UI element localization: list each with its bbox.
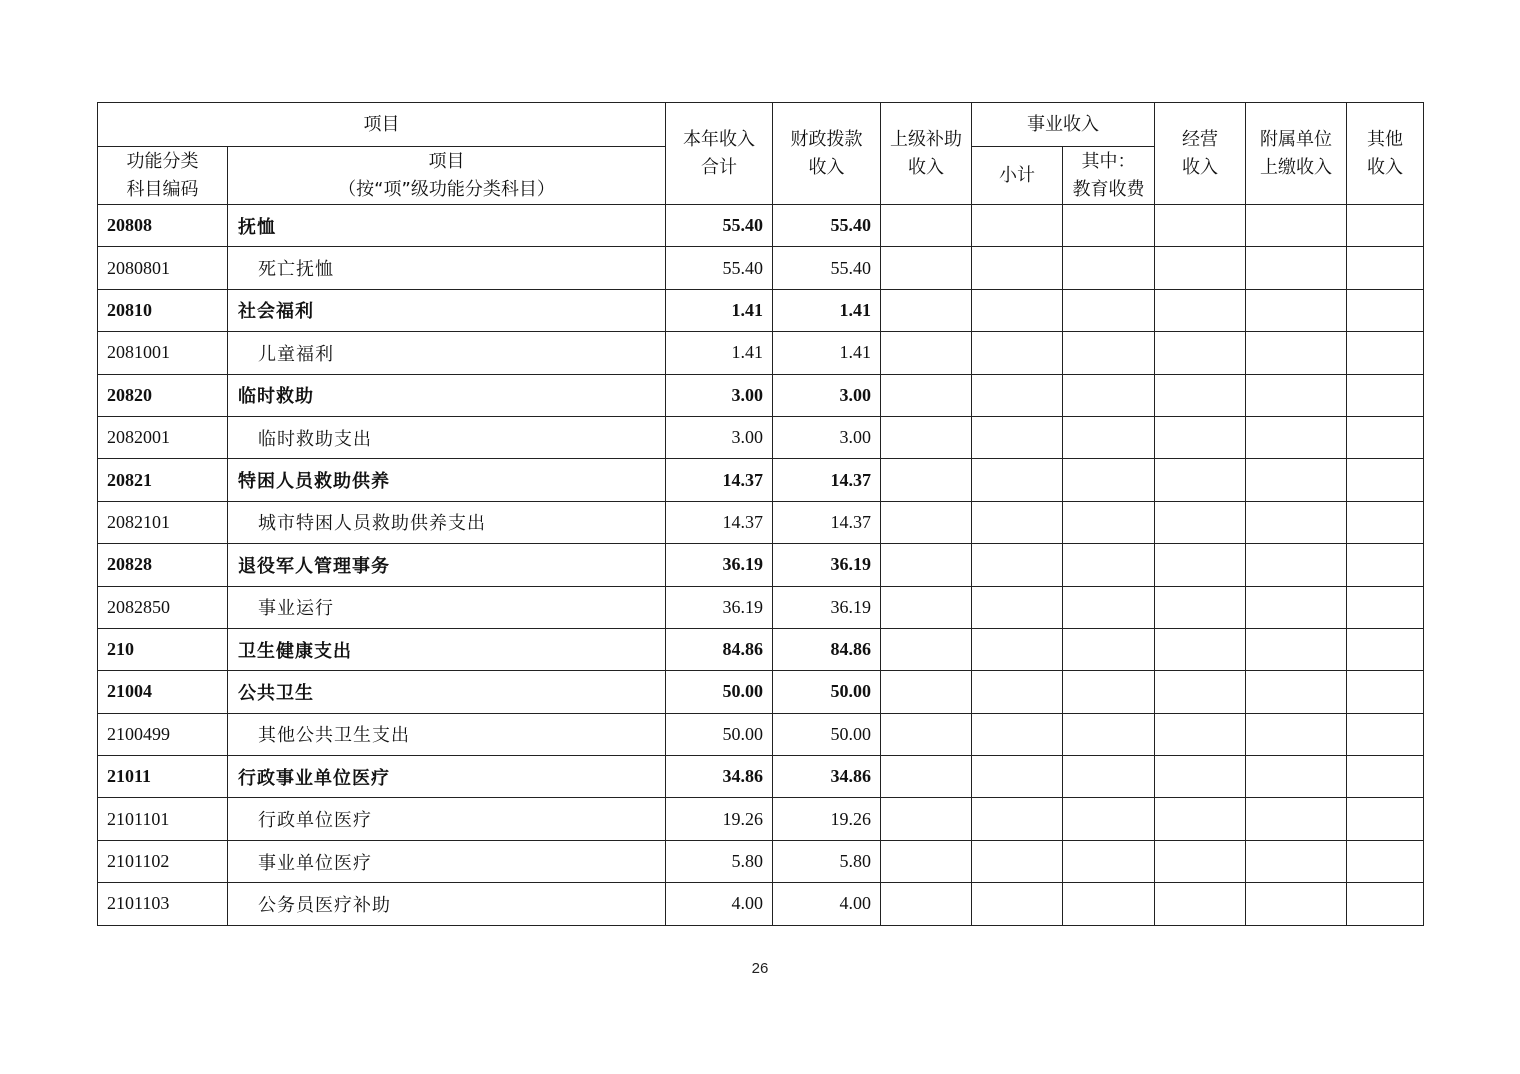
table-row <box>98 671 1424 713</box>
empty-cell <box>1347 628 1424 670</box>
table-row <box>98 416 1424 458</box>
empty-cell <box>1347 332 1424 374</box>
code-cell: 2082850 <box>98 586 228 628</box>
name-cell: 特困人员救助供养 <box>228 459 666 501</box>
name-cell: 卫生健康支出 <box>228 628 666 670</box>
total-cell: 5.80 <box>666 840 773 882</box>
empty-cell <box>1063 586 1155 628</box>
empty-cell <box>1063 374 1155 416</box>
empty-cell <box>881 713 972 755</box>
code-cell: 20821 <box>98 459 228 501</box>
code-cell: 2101102 <box>98 840 228 882</box>
total-cell: 50.00 <box>666 713 773 755</box>
empty-cell <box>881 840 972 882</box>
empty-cell <box>1155 501 1246 543</box>
empty-cell <box>1246 628 1347 670</box>
code-cell: 20810 <box>98 289 228 331</box>
total-cell: 14.37 <box>666 459 773 501</box>
empty-cell <box>972 374 1063 416</box>
empty-cell <box>881 459 972 501</box>
table-row <box>98 840 1424 882</box>
name-cell: 儿童福利 <box>228 332 666 374</box>
empty-cell <box>881 374 972 416</box>
total-cell: 3.00 <box>666 416 773 458</box>
empty-cell <box>1347 205 1424 247</box>
code-cell: 210 <box>98 628 228 670</box>
empty-cell <box>1347 289 1424 331</box>
total-cell: 84.86 <box>666 628 773 670</box>
empty-cell <box>881 544 972 586</box>
fiscal-cell: 19.26 <box>773 798 881 840</box>
total-cell: 34.86 <box>666 756 773 798</box>
total-cell: 4.00 <box>666 883 773 925</box>
fiscal-cell: 84.86 <box>773 628 881 670</box>
name-cell: 事业运行 <box>228 586 666 628</box>
name-cell: 社会福利 <box>228 289 666 331</box>
name-cell: 公务员医疗补助 <box>228 883 666 925</box>
table-row <box>98 501 1424 543</box>
income-table <box>97 102 1424 926</box>
total-cell: 1.41 <box>666 289 773 331</box>
code-cell: 2080801 <box>98 247 228 289</box>
code-cell: 2081001 <box>98 332 228 374</box>
empty-cell <box>1347 586 1424 628</box>
code-cell: 20820 <box>98 374 228 416</box>
subtotal-header: 小计 <box>972 147 1063 205</box>
name-cell: 公共卫生 <box>228 671 666 713</box>
empty-cell <box>881 247 972 289</box>
empty-cell <box>881 586 972 628</box>
total-cell: 14.37 <box>666 501 773 543</box>
empty-cell <box>1347 883 1424 925</box>
total-cell: 36.19 <box>666 586 773 628</box>
empty-cell <box>1246 374 1347 416</box>
name-cell: 临时救助支出 <box>228 416 666 458</box>
empty-cell <box>881 205 972 247</box>
empty-cell <box>1155 628 1246 670</box>
empty-cell <box>881 628 972 670</box>
table-row <box>98 586 1424 628</box>
empty-cell <box>1155 416 1246 458</box>
fiscal-cell: 14.37 <box>773 459 881 501</box>
empty-cell <box>1246 205 1347 247</box>
empty-cell <box>972 713 1063 755</box>
empty-cell <box>1246 713 1347 755</box>
empty-cell <box>1155 289 1246 331</box>
total-income-header: 本年收入 合计 <box>666 103 773 205</box>
total-cell: 36.19 <box>666 544 773 586</box>
empty-cell <box>1246 544 1347 586</box>
empty-cell <box>1155 671 1246 713</box>
code-cell: 2101103 <box>98 883 228 925</box>
empty-cell <box>881 416 972 458</box>
code-cell: 2101101 <box>98 798 228 840</box>
empty-cell <box>1246 416 1347 458</box>
empty-cell <box>1155 883 1246 925</box>
fiscal-cell: 55.40 <box>773 205 881 247</box>
empty-cell <box>1347 713 1424 755</box>
total-cell: 3.00 <box>666 374 773 416</box>
empty-cell <box>1063 459 1155 501</box>
empty-cell <box>1155 756 1246 798</box>
operating-income-header: 经营 收入 <box>1155 103 1246 205</box>
empty-cell <box>1063 501 1155 543</box>
empty-cell <box>972 332 1063 374</box>
fiscal-income-header: 财政拨款 收入 <box>773 103 881 205</box>
empty-cell <box>1063 205 1155 247</box>
empty-cell <box>1347 756 1424 798</box>
empty-cell <box>972 586 1063 628</box>
empty-cell <box>1063 798 1155 840</box>
fiscal-cell: 3.00 <box>773 374 881 416</box>
fiscal-cell: 1.41 <box>773 332 881 374</box>
fiscal-cell: 36.19 <box>773 544 881 586</box>
empty-cell <box>1155 586 1246 628</box>
empty-cell <box>1063 332 1155 374</box>
empty-cell <box>972 289 1063 331</box>
table-row <box>98 459 1424 501</box>
empty-cell <box>1063 289 1155 331</box>
table-row <box>98 883 1424 925</box>
fiscal-cell: 50.00 <box>773 713 881 755</box>
empty-cell <box>881 798 972 840</box>
empty-cell <box>881 501 972 543</box>
empty-cell <box>1246 459 1347 501</box>
fiscal-cell: 3.00 <box>773 416 881 458</box>
empty-cell <box>1347 840 1424 882</box>
code-cell: 20828 <box>98 544 228 586</box>
total-cell: 55.40 <box>666 205 773 247</box>
fiscal-cell: 14.37 <box>773 501 881 543</box>
other-income-header: 其他 收入 <box>1347 103 1424 205</box>
code-cell: 20808 <box>98 205 228 247</box>
fiscal-cell: 36.19 <box>773 586 881 628</box>
table-row <box>98 247 1424 289</box>
empty-cell <box>1155 332 1246 374</box>
empty-cell <box>1246 756 1347 798</box>
empty-cell <box>972 840 1063 882</box>
empty-cell <box>1347 671 1424 713</box>
empty-cell <box>1155 713 1246 755</box>
code-cell: 2082001 <box>98 416 228 458</box>
empty-cell <box>1155 205 1246 247</box>
empty-cell <box>972 544 1063 586</box>
empty-cell <box>1246 586 1347 628</box>
name-cell: 行政事业单位医疗 <box>228 756 666 798</box>
table-row <box>98 713 1424 755</box>
empty-cell <box>1155 374 1246 416</box>
total-cell: 50.00 <box>666 671 773 713</box>
empty-cell <box>972 501 1063 543</box>
empty-cell <box>972 883 1063 925</box>
name-cell: 退役军人管理事务 <box>228 544 666 586</box>
table-row <box>98 544 1424 586</box>
name-cell: 临时救助 <box>228 374 666 416</box>
empty-cell <box>972 416 1063 458</box>
empty-cell <box>972 671 1063 713</box>
code-cell: 21004 <box>98 671 228 713</box>
empty-cell <box>881 332 972 374</box>
empty-cell <box>881 671 972 713</box>
item-group-header: 项目 <box>98 103 666 147</box>
empty-cell <box>1347 459 1424 501</box>
empty-cell <box>1246 883 1347 925</box>
affiliated-income-header: 附属单位 上缴收入 <box>1246 103 1347 205</box>
page-number: 26 <box>751 960 769 977</box>
empty-cell <box>1063 544 1155 586</box>
total-cell: 1.41 <box>666 332 773 374</box>
table-row <box>98 756 1424 798</box>
total-cell: 19.26 <box>666 798 773 840</box>
empty-cell <box>1155 798 1246 840</box>
empty-cell <box>1063 247 1155 289</box>
fiscal-cell: 5.80 <box>773 840 881 882</box>
empty-cell <box>881 756 972 798</box>
empty-cell <box>1155 840 1246 882</box>
fiscal-cell: 34.86 <box>773 756 881 798</box>
code-header: 功能分类 科目编码 <box>98 147 228 205</box>
empty-cell <box>1246 247 1347 289</box>
name-cell: 事业单位医疗 <box>228 840 666 882</box>
empty-cell <box>1063 756 1155 798</box>
table-row <box>98 798 1424 840</box>
empty-cell <box>1246 289 1347 331</box>
name-cell: 行政单位医疗 <box>228 798 666 840</box>
name-cell: 其他公共卫生支出 <box>228 713 666 755</box>
empty-cell <box>1155 544 1246 586</box>
fiscal-cell: 50.00 <box>773 671 881 713</box>
table-row <box>98 374 1424 416</box>
table-row <box>98 289 1424 331</box>
empty-cell <box>1063 628 1155 670</box>
fiscal-cell: 55.40 <box>773 247 881 289</box>
empty-cell <box>972 247 1063 289</box>
empty-cell <box>881 883 972 925</box>
empty-cell <box>1155 459 1246 501</box>
empty-cell <box>1246 798 1347 840</box>
empty-cell <box>1347 247 1424 289</box>
career-income-header: 事业收入 <box>972 103 1155 147</box>
empty-cell <box>1063 671 1155 713</box>
empty-cell <box>1063 416 1155 458</box>
empty-cell <box>1063 840 1155 882</box>
code-cell: 2100499 <box>98 713 228 755</box>
empty-cell <box>1246 501 1347 543</box>
empty-cell <box>972 205 1063 247</box>
empty-cell <box>1063 713 1155 755</box>
empty-cell <box>881 289 972 331</box>
superior-subsidy-header: 上级补助 收入 <box>881 103 972 205</box>
empty-cell <box>1063 883 1155 925</box>
table-row <box>98 628 1424 670</box>
empty-cell <box>972 756 1063 798</box>
code-cell: 21011 <box>98 756 228 798</box>
empty-cell <box>1347 544 1424 586</box>
name-cell: 抚恤 <box>228 205 666 247</box>
table-row <box>98 205 1424 247</box>
empty-cell <box>1246 332 1347 374</box>
name-cell: 死亡抚恤 <box>228 247 666 289</box>
empty-cell <box>1347 501 1424 543</box>
name-header: 项目 （按“项”级功能分类科目） <box>228 147 666 205</box>
fiscal-cell: 4.00 <box>773 883 881 925</box>
total-cell: 55.40 <box>666 247 773 289</box>
code-cell: 2082101 <box>98 501 228 543</box>
empty-cell <box>1347 416 1424 458</box>
empty-cell <box>1246 671 1347 713</box>
name-cell: 城市特困人员救助供养支出 <box>228 501 666 543</box>
empty-cell <box>1246 840 1347 882</box>
empty-cell <box>972 798 1063 840</box>
empty-cell <box>1155 247 1246 289</box>
empty-cell <box>1347 374 1424 416</box>
education-fee-header: 其中： 教育收费 <box>1063 147 1155 205</box>
table-row <box>98 332 1424 374</box>
empty-cell <box>1347 798 1424 840</box>
fiscal-cell: 1.41 <box>773 289 881 331</box>
empty-cell <box>972 459 1063 501</box>
empty-cell <box>972 628 1063 670</box>
